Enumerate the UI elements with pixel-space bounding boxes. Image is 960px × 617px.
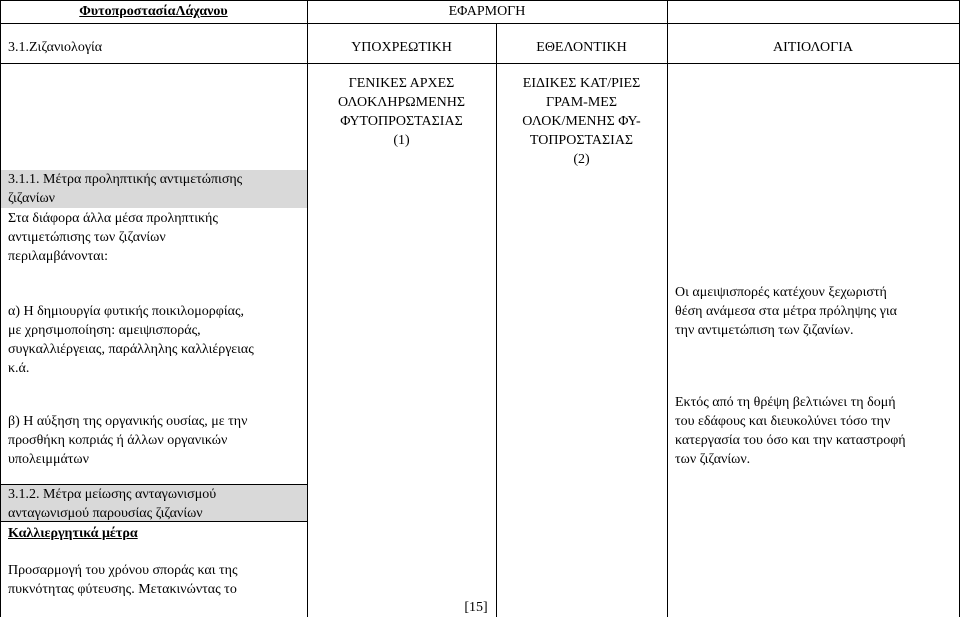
item-b-text: β) Η αύξηση της οργανικής ουσίας, με την προσθήκη κοπριάς ή άλλων οργανικών υπολειμμάτων <box>8 414 248 467</box>
page-reference: [15] <box>464 600 488 615</box>
cultivation-measures-subtitle: Καλλιεργητικά μέτρα <box>8 526 138 541</box>
justification-a-text: Οι αμειψισπορές κατέχουν ξεχωριστή θέση ανάμεσα στα μέτρα πρόληψης για την αντιμετώπιση των ζιζανίων. <box>675 285 898 338</box>
section-311-title: 3.1.1. Μέτρα προληπτικής αντιμετώπισης ζιζανίων <box>8 172 243 206</box>
crop-title: ΦυτοπροστασίαΛάχανου <box>79 4 228 19</box>
special-guidelines-subheader: ΕΙΔΙΚΕΣ ΚΑΤ/ΡΙΕΣ ΓΡΑΜ-ΜΕΣ ΟΛΟΚ/ΜΕΝΗΣ ΦΥ- ΤΟΠΡΟΣΤΑΣΙΑΣ (2) <box>522 76 641 167</box>
section-312-title: 3.1.2. Μέτρα μείωσης ανταγωνισμού ανταγωνισμού παρουσίας ζιζανίων <box>8 487 217 521</box>
section-heading: 3.1.Ζιζανιολογία <box>8 40 103 55</box>
section-311-intro: Στα διάφορα άλλα μέσα προληπτικής αντιμετώπισης των ζιζανίων περιλαμβάνονται: <box>8 211 218 264</box>
justification-b-text: Εκτός από τη θρέψη βελτιώνει τη δομή του εδάφους και διευκολύνει τόσο την κατεργασία του όσο και την καταστροφή των ζιζανίων. <box>675 395 906 467</box>
item-a-text: α) Η δημιουργία φυτικής ποικιλομορφίας, με χρησιμοποίηση: αμειψισποράς, συγκαλλιέργειας, παράλληλης καλλιέργειας κ.ά. <box>8 304 254 376</box>
section-312-text: Προσαρμογή του χρόνου σποράς και της πυκνότητας φύτευσης. Μετακινώντας το <box>8 563 238 597</box>
mandatory-column-header: ΥΠΟΧΡΕΩΤΙΚΗ <box>351 40 452 55</box>
justification-column-header: ΑΙΤΙΟΛΟΓΙΑ <box>773 40 853 55</box>
voluntary-column-header: ΕΘΕΛΟΝΤΙΚΗ <box>536 40 627 55</box>
general-principles-subheader: ΓΕΝΙΚΕΣ ΑΡΧΕΣ ΟΛΟΚΛΗΡΩΜΕΝΗΣ ΦΥΤΟΠΡΟΣΤΑΣΙΑΣ (1) <box>337 76 466 148</box>
application-header: ΕΦΑΡΜΟΓΗ <box>448 4 526 19</box>
